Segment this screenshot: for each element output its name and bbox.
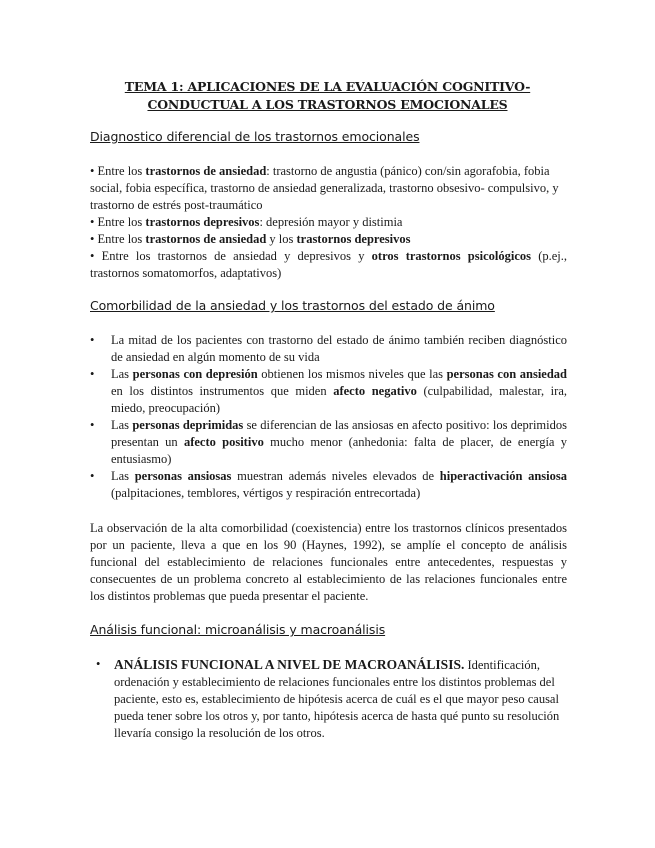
title-line-2: CONDUCTUAL A LOS TRASTORNOS EMOCIONALES (147, 97, 508, 112)
bullet-icon: • (90, 367, 95, 381)
bullet-icon: • (90, 469, 95, 483)
page-title (60, 78, 595, 114)
section-heading-comorbilidad: Comorbilidad de la ansiedad y los trastornos del estado de ánimo (90, 298, 495, 313)
analisis-list (90, 656, 567, 742)
section-heading-analisis: Análisis funcional: microanálisis y macroanálisis (90, 622, 386, 637)
diagnostico-item-otros: • Entre los trastornos de ansiedad y depresivos y otros trastornos psicológicos (p.ej., trastornos somatomorfos, adaptativos) (90, 249, 567, 280)
list-item: • Las personas ansiosas muestran además niveles elevados de hiperactivación ansiosa (palpitaciones, temblores, vértigos y respiración entrecortada) (90, 469, 567, 500)
diagnostico-item-ansiedad: • Entre los trastornos de ansiedad: trastorno de angustia (pánico) con/sin agorafobia, fobia social, fobia específica, trastorno de ansiedad generalizada, trastorno obsesivo- compulsivo, y trastorno de estrés post-traumático (90, 164, 559, 212)
diagnostico-item-ansiedad-y-depresivos: • Entre los trastornos de ansiedad y los trastornos depresivos (90, 232, 411, 246)
section-heading-diagnostico: Diagnostico diferencial de los trastornos emocionales (90, 129, 420, 144)
list-item: • Las personas con depresión obtienen los mismos niveles que las personas con ansiedad en los distintos instrumentos que miden afecto negativo (culpabilidad, malestar, ira, miedo, preocupación) (90, 367, 567, 415)
title-line-1: TEMA 1: APLICACIONES DE LA EVALUACIÓN COGNITIVO- (124, 79, 531, 94)
bullet-icon: • (90, 418, 95, 432)
list-item: • La mitad de los pacientes con trastorno del estado de ánimo también reciben diagnóstico de ansiedad en algún momento de su vida (90, 333, 567, 364)
comorbilidad-paragraph: La observación de la alta comorbilidad (coexistencia) entre los trastornos clínicos presentados por un paciente, lleva a que en los 90 (Haynes, 1992), se amplíe el concepto de análisis funcional del establecimiento de relaciones funcionales entre antecedentes, respuestas y consecuentes de un problema concreto al establecimiento de las relaciones funcionales entre los distintos problemas que pueda presentar el paciente. (90, 521, 567, 603)
diagnostico-item-depresivos: • Entre los trastornos depresivos: depresión mayor y distimia (90, 215, 403, 229)
list-item: • ANÁLISIS FUNCIONAL A NIVEL DE MACROANÁLISIS. Identificación, ordenación y establecimiento de relaciones funcionales entre los distintos problemas del paciente, esto es, establecimiento de hipótesis acerca de cuál es el que mayor peso causal pueda tener sobre los otros y, por tanto, hipótesis acerca de hasta qué punto su resolución llevaría consigo la resolución de los otros. (96, 657, 560, 740)
comorbilidad-list (90, 332, 567, 502)
macroanalisis-title: ANÁLISIS FUNCIONAL A NIVEL DE MACROANÁLISIS. (114, 657, 465, 672)
bullet-icon: • (90, 333, 95, 347)
bullet-icon: • (96, 657, 101, 671)
list-item: • Las personas deprimidas se diferencian de las ansiosas en afecto positivo: los deprimidos presentan un afecto positivo mucho menor (anhedonia: falta de placer, de energía y entusiasmo) (90, 418, 567, 466)
